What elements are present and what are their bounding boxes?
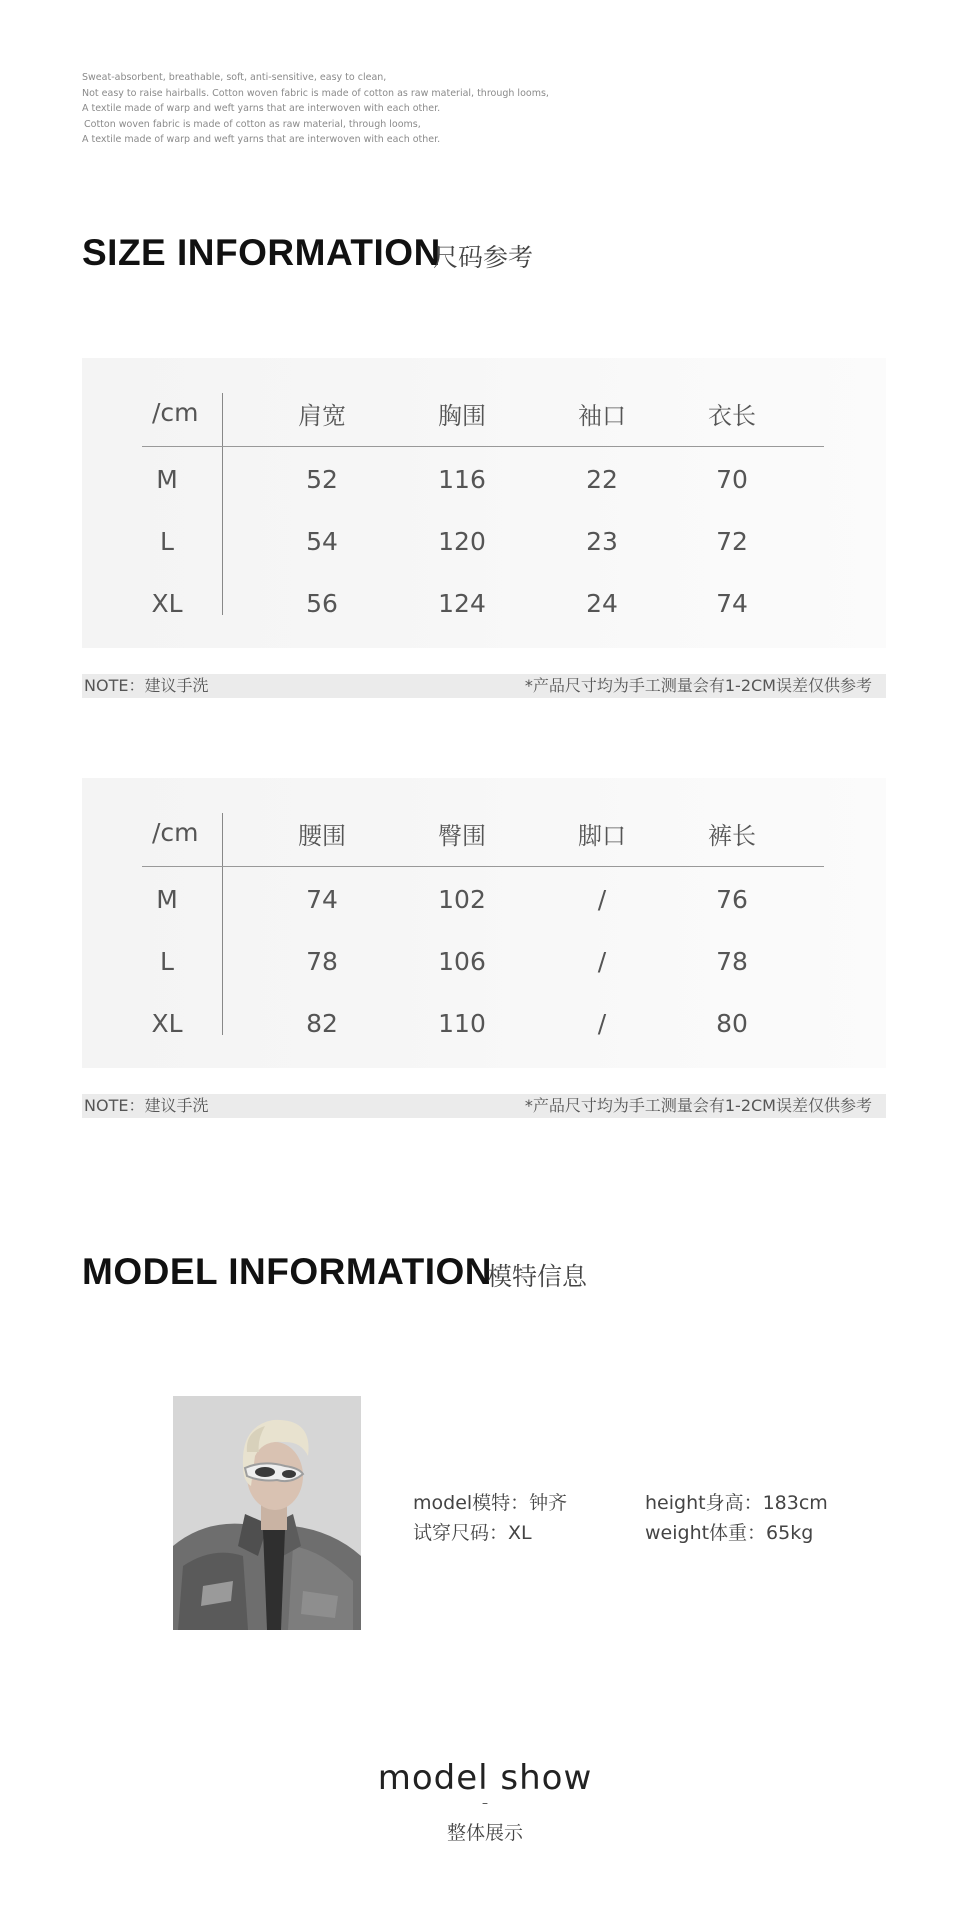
table-cell: 102: [438, 885, 486, 914]
table-cell: /: [597, 1009, 607, 1038]
table-cell: /: [597, 885, 607, 914]
table-cell: 22: [586, 465, 618, 494]
intro-text: [82, 70, 602, 148]
column-header: 胸围: [438, 402, 486, 430]
model-weight: weight体重：65kg: [645, 1522, 814, 1544]
table-cell: 52: [306, 465, 338, 494]
unit-label: /cm: [152, 818, 199, 847]
note-text: NOTE：建议手洗: [84, 1096, 209, 1115]
model-height: height身高：183cm: [645, 1492, 828, 1514]
table-cell: 106: [438, 947, 486, 976]
table-cell: 110: [438, 1009, 486, 1038]
note-bar: [82, 1094, 886, 1118]
intro-line: Not easy to raise hairballs. Cotton woven fabric is made of cotton as raw material, through looms,: [82, 87, 549, 99]
size-label: XL: [151, 589, 183, 618]
intro-line: Sweat-absorbent, breathable, soft, anti-sensitive, easy to clean,: [82, 72, 387, 83]
model-show-title: model show: [377, 1758, 593, 1798]
table-cell: 56: [306, 589, 338, 618]
model-heading-cn: 模特信息: [487, 1262, 588, 1291]
table-cell: /: [597, 947, 607, 976]
table-cell: 78: [306, 947, 338, 976]
model-show-subtitle: 整体展示: [446, 1822, 523, 1844]
model-show-dash: –: [482, 1796, 488, 1810]
column-header: 裤长: [708, 822, 756, 850]
table-cell: 120: [438, 527, 486, 556]
table-cell: 82: [306, 1009, 338, 1038]
size-table-bottom: [82, 778, 886, 1068]
column-header: 袖口: [578, 402, 626, 430]
table-divider-horizontal: [142, 446, 824, 447]
table-cell: 54: [306, 527, 338, 556]
table-cell: 124: [438, 589, 486, 618]
table-cell: 80: [716, 1009, 748, 1038]
unit-label: /cm: [152, 398, 199, 427]
table-cell: 78: [716, 947, 748, 976]
size-label: M: [156, 465, 178, 494]
column-header: 臀围: [438, 822, 486, 850]
note-text: NOTE：建议手洗: [84, 676, 209, 695]
table-divider-vertical: [222, 813, 223, 1035]
note-bar: [82, 674, 886, 698]
model-try-size: 试穿尺码：XL: [413, 1522, 532, 1544]
intro-line: Cotton woven fabric is made of cotton as raw material, through looms,: [84, 118, 421, 130]
table-cell: 74: [716, 589, 748, 618]
size-table-top: [82, 358, 886, 648]
size-heading-cn: 尺码参考: [433, 243, 534, 272]
column-header: 衣长: [708, 402, 756, 430]
table-cell: 72: [716, 527, 748, 556]
measurement-disclaimer: *产品尺寸均为手工测量会有1-2CM误差仅供参考: [524, 1096, 872, 1115]
measurement-disclaimer: *产品尺寸均为手工测量会有1-2CM误差仅供参考: [524, 676, 872, 695]
table-cell: 74: [306, 885, 338, 914]
table-divider-horizontal: [142, 866, 824, 867]
column-header: 肩宽: [298, 402, 346, 430]
model-name: model模特：钟齐: [413, 1492, 568, 1514]
column-header: 腰围: [298, 822, 346, 850]
model-photo: [173, 1396, 361, 1630]
size-label: L: [160, 947, 174, 976]
intro-line: A textile made of warp and weft yarns that are interwoven with each other.: [82, 103, 441, 114]
table-divider-vertical: [222, 393, 223, 615]
model-heading: MODEL INFORMATION: [82, 1251, 492, 1292]
table-cell: 70: [716, 465, 748, 494]
table-cell: 76: [716, 885, 748, 914]
table-cell: 23: [586, 527, 618, 556]
column-header: 脚口: [578, 822, 626, 850]
size-label: XL: [151, 1009, 183, 1038]
intro-line: A textile made of warp and weft yarns that are interwoven with each other.: [82, 134, 441, 145]
size-heading: SIZE INFORMATION: [82, 232, 441, 273]
size-label: L: [160, 527, 174, 556]
table-cell: 24: [586, 589, 618, 618]
model-portrait-image: [173, 1396, 361, 1630]
size-label: M: [156, 885, 178, 914]
table-cell: 116: [438, 465, 486, 494]
